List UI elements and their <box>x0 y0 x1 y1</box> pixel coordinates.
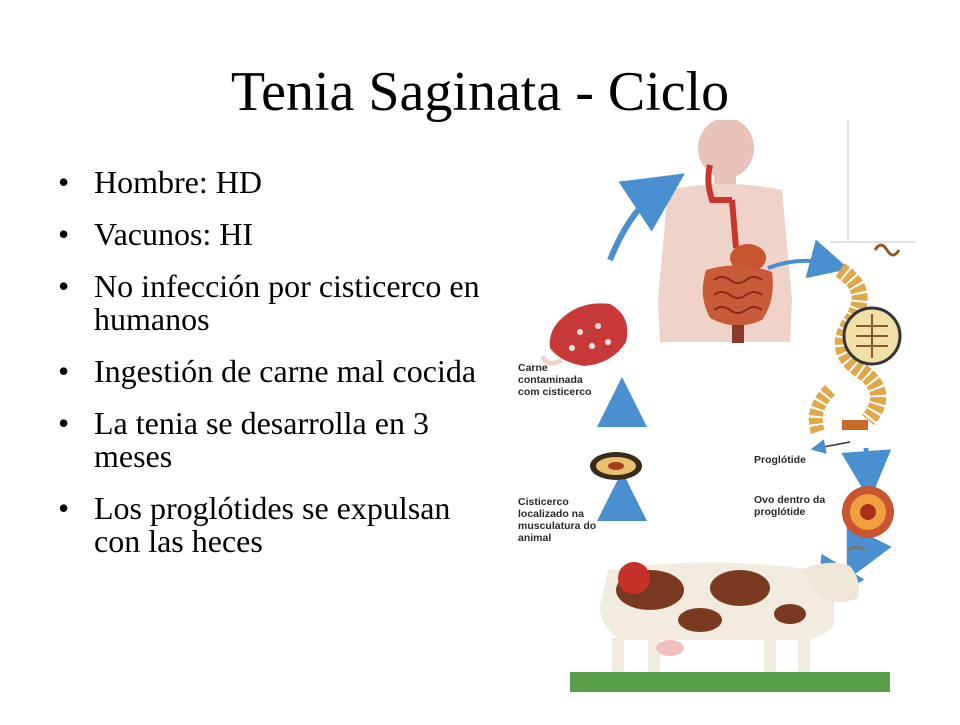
cycle-arrow <box>866 448 868 476</box>
bullet-dot: • <box>58 405 70 441</box>
infected-muscle-icon <box>618 562 650 594</box>
bullet-item <box>58 355 498 388</box>
grass-icon <box>570 672 890 692</box>
label-cysticercus: Cisticerco localizado na musculatura do animal <box>518 496 597 544</box>
bullet-text: Hombre: HD <box>94 164 262 200</box>
pointer-arrow <box>818 442 850 448</box>
bullet-dot: • <box>58 216 70 252</box>
tapeworm-icon <box>816 245 900 432</box>
bullet-list <box>58 166 498 577</box>
intestine-icon <box>703 265 773 325</box>
infected-meat-icon <box>542 303 627 366</box>
bullet-item <box>58 407 498 473</box>
bullet-dot: • <box>58 353 70 389</box>
bullet-text: La tenia se desarrolla en 3 meses <box>94 405 429 474</box>
bullet-dot: • <box>58 490 70 526</box>
egg-icon <box>842 486 894 538</box>
label-infected-meat: Carne contaminada com cisticerco <box>518 362 592 398</box>
bullet-text: Vacunos: HI <box>94 216 254 252</box>
life-cycle-illustration <box>500 120 960 720</box>
life-cycle-figure <box>500 120 960 720</box>
human-host-icon <box>658 120 792 343</box>
bullet-dot: • <box>58 268 70 304</box>
bullet-text: No infección por cisticerco en humanos <box>94 268 480 337</box>
bullet-item <box>58 270 498 336</box>
label-proglottid: Proglótide <box>754 454 806 466</box>
proglottid-icon <box>842 420 868 430</box>
cycle-arrow <box>610 190 660 260</box>
cow-icon <box>600 547 864 680</box>
bullet-text: Los proglótides se expulsan con las heces <box>94 490 451 559</box>
bullet-item <box>58 218 498 251</box>
cysticercus-icon <box>590 452 642 480</box>
bullet-text: Ingestión de carne mal cocida <box>94 353 477 389</box>
bullet-item <box>58 492 498 558</box>
label-egg: Ovo dentro da proglótide <box>754 494 826 518</box>
bullet-dot: • <box>58 164 70 200</box>
bullet-item <box>58 166 498 199</box>
slide-title: Tenia Saginata - Ciclo <box>230 61 730 123</box>
